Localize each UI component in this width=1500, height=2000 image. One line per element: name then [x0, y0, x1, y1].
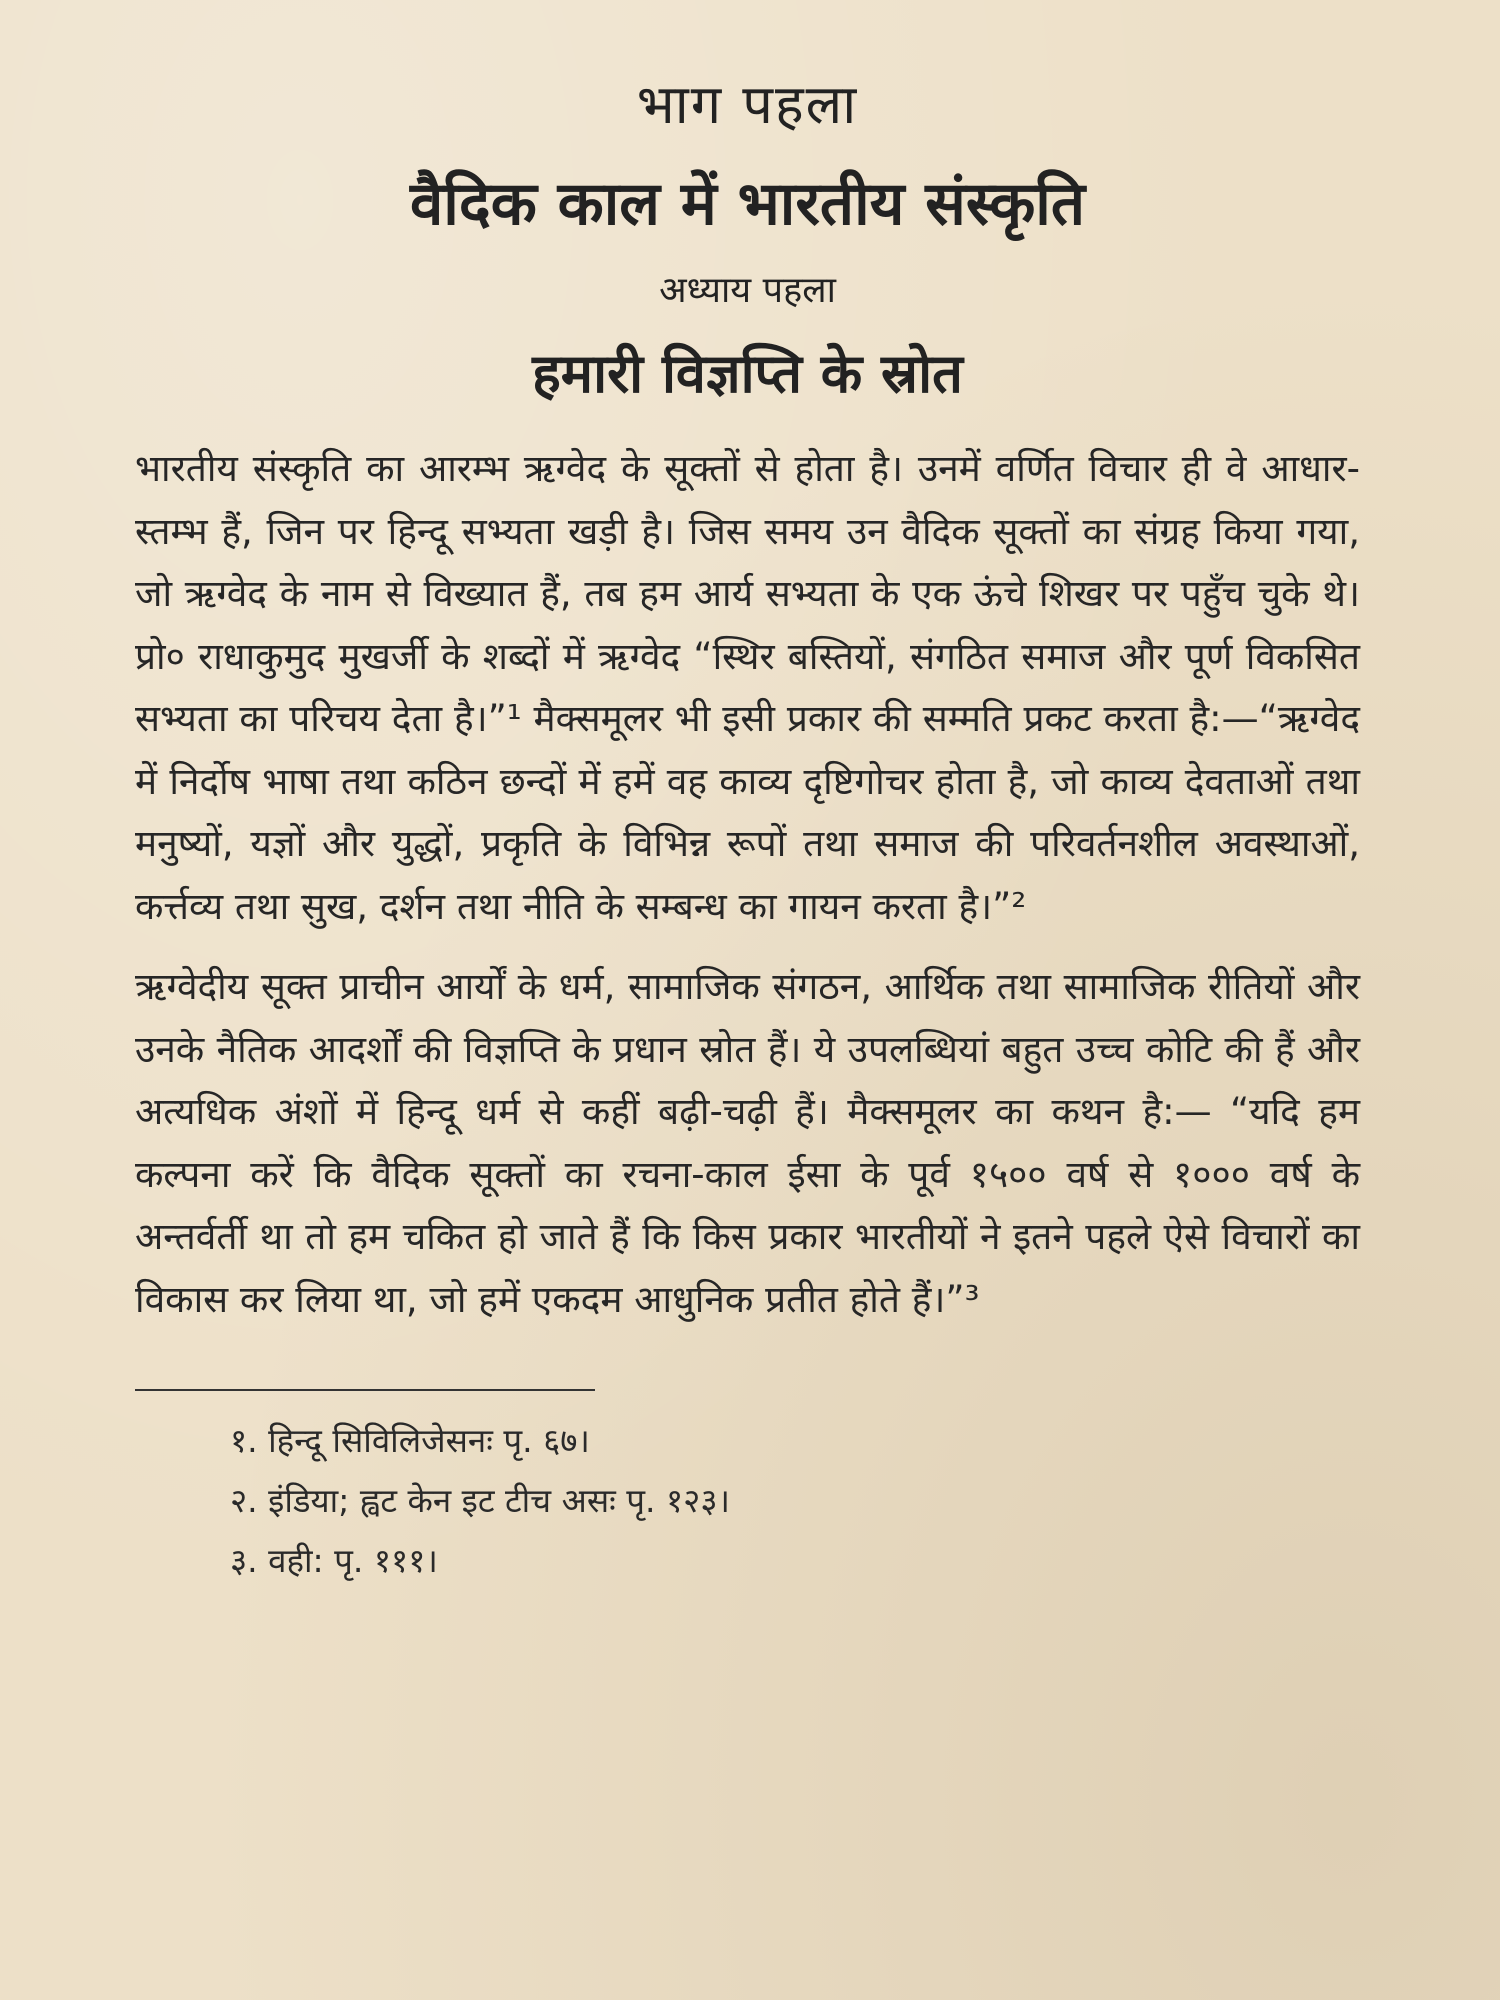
paragraph-1: भारतीय संस्कृति का आरम्भ ऋग्वेद के सूक्तों से होता है। उनमें वर्णित विचार ही वे आधार-स्तम्भ हैं, जिन पर हिन्दू सभ्यता खड़ी है। जिस समय उन वैदिक सूक्तों का संग्रह किया गया, जो ऋग्वेद के नाम से विख्यात हैं, तब हम आर्य सभ्यता के एक ऊंचे शिखर पर पहुँच चुके थे। प्रो० राधाकुमुद मुखर्जी के शब्दों में ऋग्वेद “स्थिर बस्तियों, संगठित समाज और पूर्ण विकसित सभ्यता का परिचय देता है।”¹ मैक्समूलर भी इसी प्रकार की सम्मति प्रकट करता है:—“ऋग्वेद में निर्दोष भाषा तथा कठिन छन्दों में हमें वह काव्य दृष्टिगोचर होता है, जो काव्य देवताओं तथा मनुष्यों, यज्ञों और युद्धों, प्रकृति के विभिन्न रूपों तथा समाज की परिवर्तनशील अवस्थाओं, कर्त्तव्य तथा सुख, दर्शन तथा नीति के सम्बन्ध का गायन करता है।”² — [135, 447, 1360, 928]
footnotes — [230, 1411, 1360, 1591]
chapter-label: अध्याय पहला — [659, 270, 836, 311]
paragraph-2: ऋग्वेदीय सूक्त प्राचीन आर्यों के धर्म, सामाजिक संगठन, आर्थिक तथा सामाजिक रीतियों और उनके नैतिक आदर्शों की विज्ञप्ति के प्रधान स्रोत हैं। ये उपलब्धियां बहुत उच्च कोटि की हैं और अत्यधिक अंशों में हिन्दू धर्म से कहीं बढ़ी-चढ़ी हैं। मैक्समूलर का कथन है:— “यदि हम कल्पना करें कि वैदिक सूक्तों का रचना-काल ईसा के पूर्व १५०० वर्ष से १००० वर्ष के अन्तर्वर्ती था तो हम चकित हो जाते हैं कि किस प्रकार भारतीयों ने इतने पहले ऐसे विचारों का विकास कर लिया था, जो हमें एकदम आधुनिक प्रतीत होते हैं।”³ — [135, 965, 1360, 1321]
footnote-2: २. इंडिया; ह्वट केन इट टीच असः पृ. १२३। — [230, 1481, 731, 1520]
part-title: भाग पहला — [636, 73, 859, 136]
body-text — [135, 438, 1360, 1331]
book-title: वैदिक काल में भारतीय संस्कृति — [409, 169, 1086, 239]
footnote-1: १. हिन्दू सिविलिजेसनः पृ. ६७। — [230, 1421, 590, 1460]
footnote-divider — [135, 1389, 595, 1391]
chapter-title: हमारी विज्ञप्ति के स्रोत — [532, 342, 963, 405]
footnote-3: ३. वही: पृ. १११। — [230, 1541, 438, 1580]
